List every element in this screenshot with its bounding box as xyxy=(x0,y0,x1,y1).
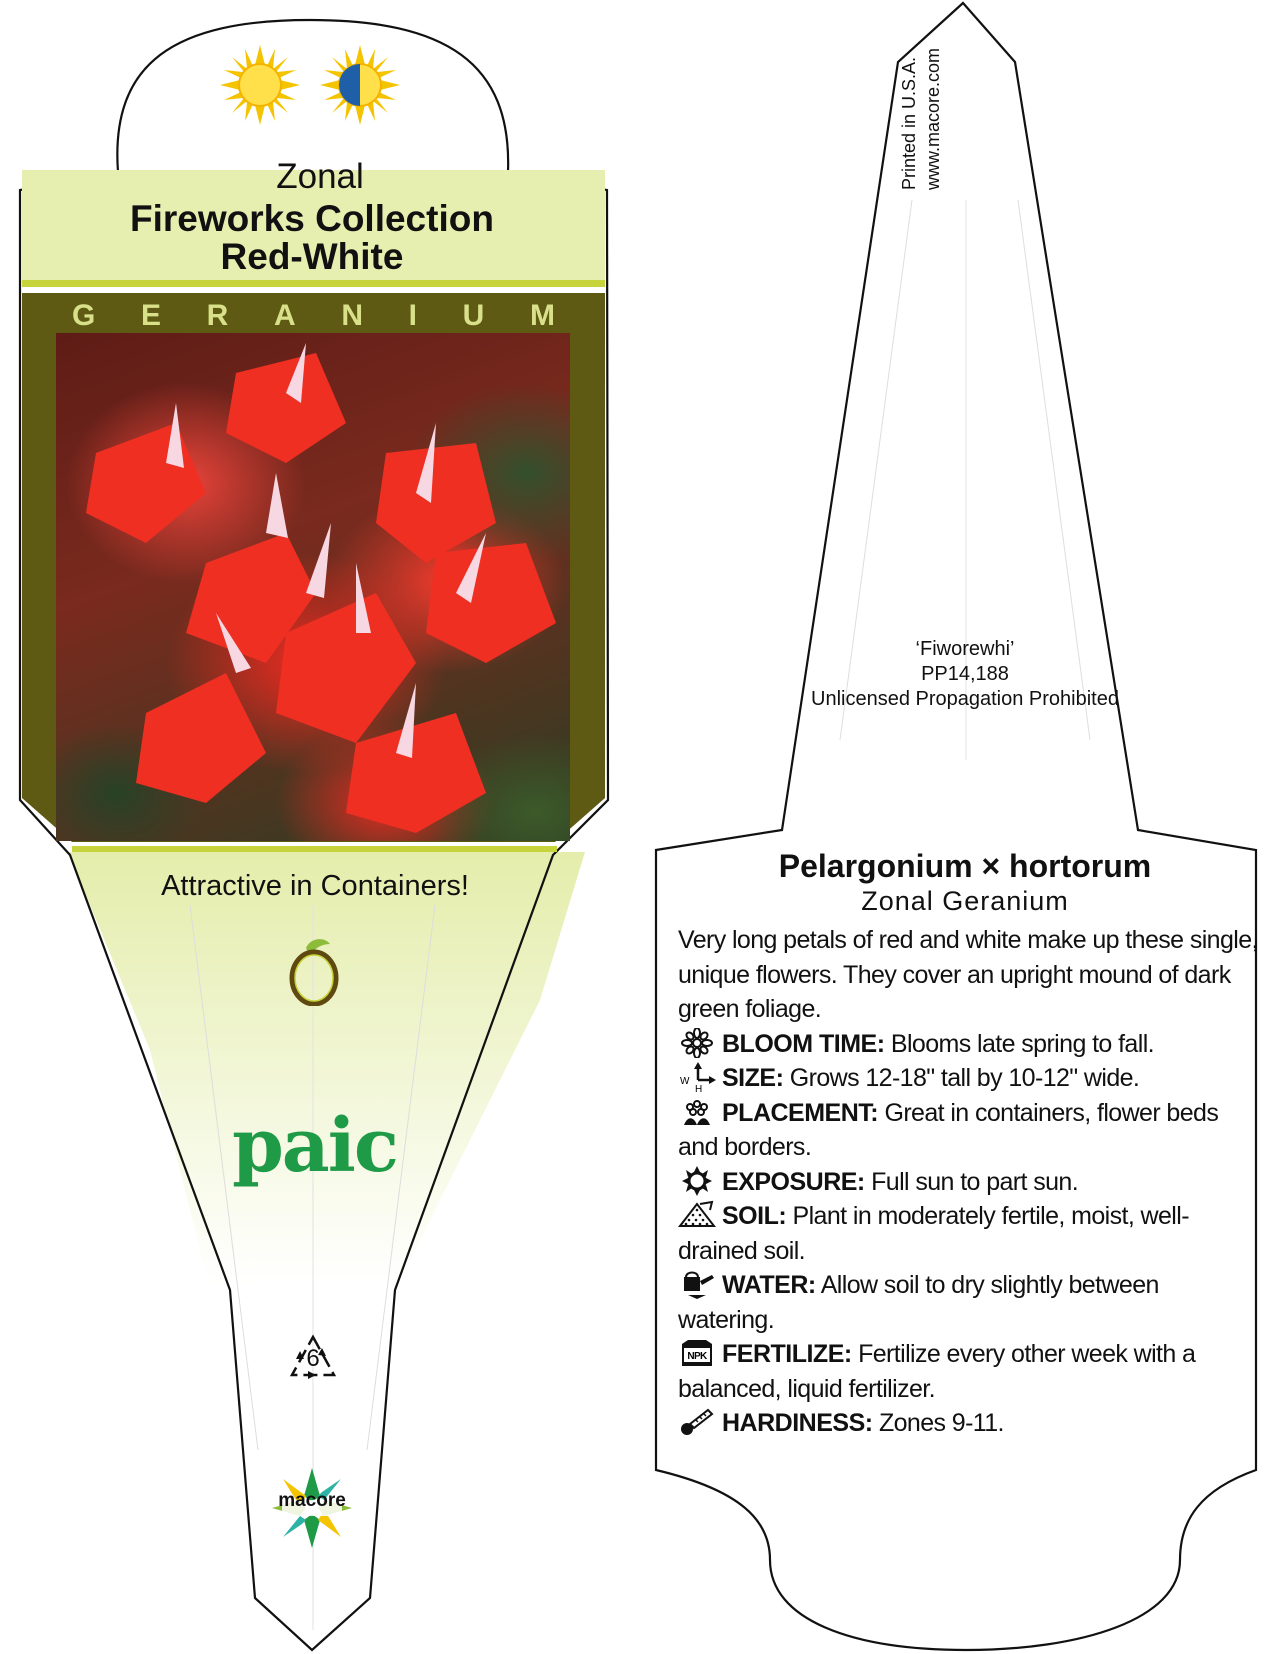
care-row-water xyxy=(678,1268,1258,1337)
genus-letter: E xyxy=(141,299,162,332)
genus-letter: N xyxy=(341,299,363,332)
care-label: BLOOM TIME: xyxy=(722,1029,885,1058)
genus-letter: I xyxy=(408,299,417,332)
genus-letter: U xyxy=(462,299,485,332)
botanical-name: Pelargonium × hortorum xyxy=(778,848,1152,884)
care-text: Fertilize every other week with a balanced, liquid fertilizer. xyxy=(678,1340,1196,1403)
care-label: EXPOSURE: xyxy=(722,1167,865,1196)
care-info xyxy=(678,923,1258,1441)
patent-block xyxy=(770,637,1160,712)
printing-info xyxy=(897,0,945,190)
care-text: Full sun to part sun. xyxy=(871,1167,1079,1196)
care-text: Zones 9-11. xyxy=(878,1409,1004,1437)
care-row-exposure xyxy=(678,1165,1258,1200)
size-icon xyxy=(678,1062,716,1092)
care-row-placement xyxy=(678,1096,1258,1165)
size-icon-h: H xyxy=(695,1084,702,1092)
care-row-fertilize xyxy=(678,1337,1258,1406)
care-text: Allow soil to dry slightly between watering. xyxy=(678,1271,1159,1334)
maker-website: www.macore.com xyxy=(923,47,943,190)
care-text: Grows 12-18" tall by 10-12" wide. xyxy=(789,1064,1140,1092)
flower-icon xyxy=(678,1028,716,1058)
care-row-size xyxy=(678,1061,1258,1096)
genus-letter: M xyxy=(529,299,555,332)
paic-logo: paic xyxy=(232,1103,397,1189)
sun-icon xyxy=(678,1166,716,1196)
thermometer-icon xyxy=(678,1407,716,1437)
printed-in: Printed in U.S.A. xyxy=(899,56,919,190)
soil-icon xyxy=(678,1200,716,1230)
genus-letter: R xyxy=(206,299,229,332)
recycle-number: 6 xyxy=(306,1345,320,1372)
size-icon-w: W xyxy=(680,1076,689,1087)
npk-icon-text: NPK xyxy=(687,1351,707,1362)
care-label: SIZE: xyxy=(722,1064,784,1092)
title-collection: Fireworks Collection xyxy=(130,198,494,239)
genus-letter: A xyxy=(274,299,296,332)
npk-icon xyxy=(678,1338,716,1368)
macore-logo-text: macore xyxy=(278,1490,346,1511)
propagation-notice: Unlicensed Propagation Prohibited xyxy=(811,688,1119,710)
care-label: SOIL: xyxy=(722,1202,787,1230)
care-row-hardiness xyxy=(678,1406,1258,1441)
variety-name: ‘Fiworewhi’ xyxy=(915,638,1015,660)
patent-number: PP14,188 xyxy=(921,663,1009,685)
care-label: FERTILIZE: xyxy=(722,1340,852,1368)
watering-can-icon xyxy=(678,1269,716,1299)
title-color: Red-White xyxy=(220,236,404,277)
care-text: Plant in moderately fertile, moist, well-drained soil. xyxy=(678,1202,1189,1265)
common-name: Zonal Geranium xyxy=(861,886,1069,916)
genus-letter: G xyxy=(72,299,96,332)
care-text: Great in containers, flower beds and borders. xyxy=(678,1098,1219,1161)
care-row-bloom xyxy=(678,1027,1258,1062)
care-label: WATER: xyxy=(722,1271,816,1299)
description: Very long petals of red and white make up these single, unique flowers. They cover an upright mound of dark green foliage. xyxy=(678,926,1258,1023)
care-label: HARDINESS: xyxy=(722,1409,873,1437)
title-zonal: Zonal xyxy=(276,157,364,196)
care-row-soil xyxy=(678,1199,1258,1268)
tagline: Attractive in Containers! xyxy=(161,870,469,902)
placement-icon xyxy=(678,1097,716,1127)
care-text: Blooms late spring to fall. xyxy=(890,1029,1154,1058)
care-label: PLACEMENT: xyxy=(722,1098,879,1127)
